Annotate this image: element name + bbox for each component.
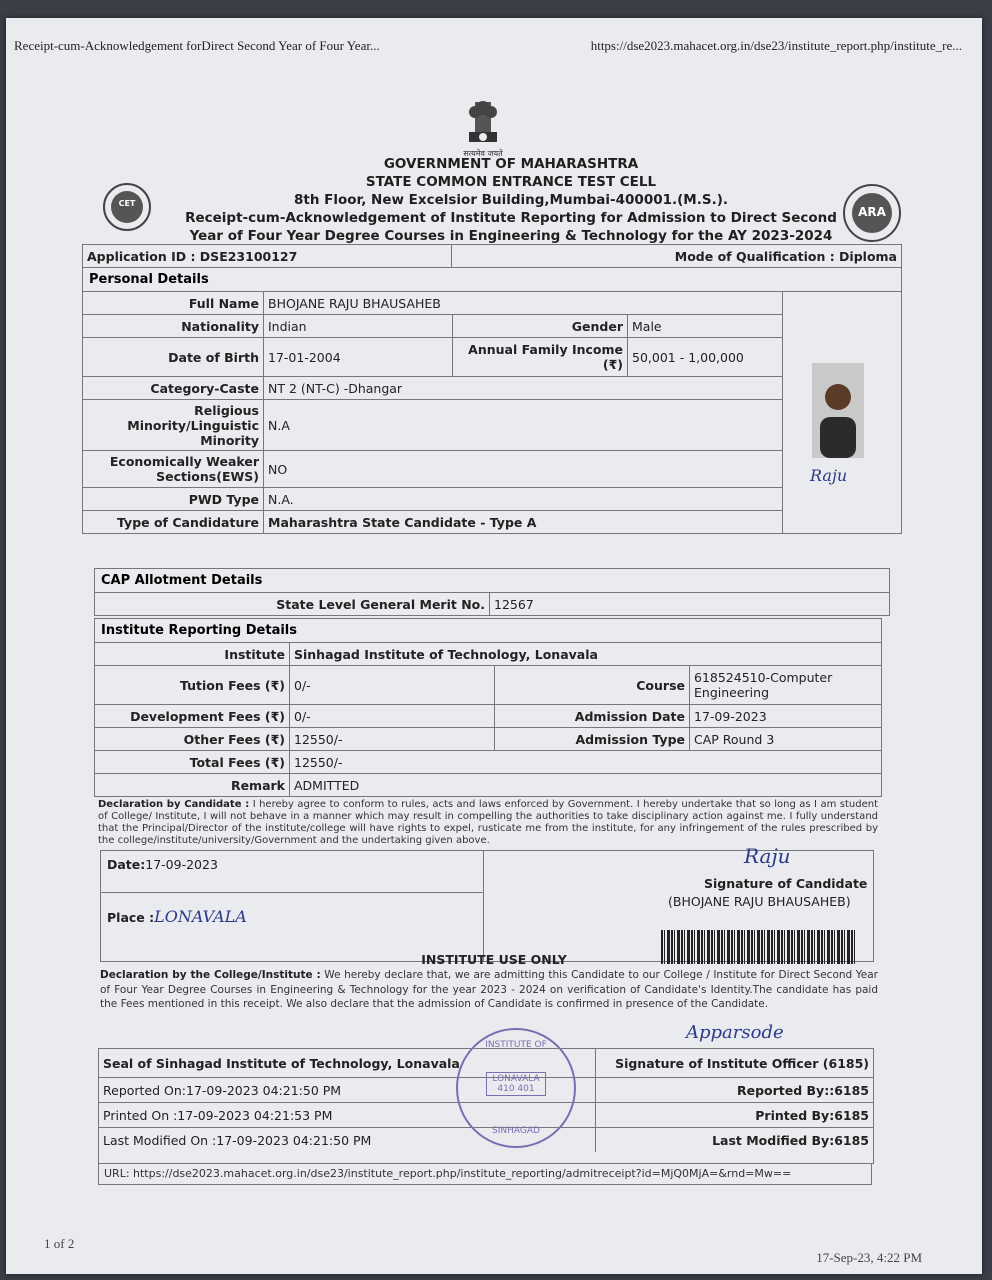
personal-fields bbox=[83, 292, 783, 533]
institute-section-title: Institute Reporting Details bbox=[95, 619, 881, 643]
remark-label: Remark bbox=[95, 774, 290, 796]
tution-label: Tution Fees (₹) bbox=[95, 666, 290, 704]
print-url: https://dse2023.mahacet.org.in/dse23/institute_report.php/institute_re... bbox=[590, 38, 962, 53]
institute-label: Institute bbox=[95, 643, 290, 665]
document-heading bbox=[166, 155, 856, 245]
candidature-label: Type of Candidature bbox=[83, 511, 264, 533]
place-value: LONAVALA bbox=[154, 907, 247, 926]
institute-stamp bbox=[456, 1028, 576, 1148]
institute-table bbox=[94, 618, 882, 797]
document-page bbox=[6, 18, 982, 1274]
heading-line-3: 8th Floor, New Excelsior Building,Mumbai-400001.(M.S.). bbox=[293, 192, 729, 208]
application-id: Application ID : DSE23100127 bbox=[83, 245, 452, 267]
officer-signature: Apparsode bbox=[686, 1022, 784, 1043]
minority-label: Religious Minority/Linguistic Minority bbox=[83, 400, 264, 450]
receipt-url: URL: https://dse2023.mahacet.org.in/dse23/institute_report.php/institute_reporting/admitreceipt?id=MjQ0MjA=&rnd=Mw== bbox=[98, 1163, 872, 1185]
stamp-pin-text: 410 401 bbox=[497, 1084, 535, 1094]
institute-declaration-text: We hereby declare that, we are admitting this Candidate to our College / Institute for Direct Second Year of Four Year Degree Courses in Engineering & Technology for the year 2023 - 2024 on verification of Candidate's Identity.The candidate has paid the Fees mentioned in this receipt. We also declare that the admission of Candidate is confirmed in presence of the Candidate. bbox=[100, 969, 878, 1010]
pwd-value: N.A. bbox=[264, 488, 783, 510]
signature-name: (BHOJANE RAJU BHAUSAHEB) bbox=[668, 894, 851, 909]
dob-value: 17-01-2004 bbox=[264, 338, 453, 376]
modified-by: Last Modified By:6185 bbox=[712, 1132, 869, 1148]
institute-declaration-title: Declaration by the College/Institute : bbox=[100, 969, 321, 981]
candidate-signature: Raju bbox=[744, 844, 791, 868]
other-fees-value: 12550/- bbox=[290, 728, 495, 750]
tution-value: 0/- bbox=[290, 666, 495, 704]
place-label: Place : bbox=[107, 910, 155, 925]
ews-value: NO bbox=[264, 451, 783, 487]
merit-value: 12567 bbox=[494, 596, 534, 612]
dob-label: Date of Birth bbox=[83, 338, 264, 376]
heading-line-4: Receipt-cum-Acknowledgement of Institute Reporting for Admission to Direct Second bbox=[185, 210, 837, 226]
candidate-photo bbox=[812, 363, 864, 458]
income-value: 50,001 - 1,00,000 bbox=[628, 338, 783, 376]
page-number: 1 of 2 bbox=[44, 1236, 75, 1251]
development-label: Development Fees (₹) bbox=[95, 705, 290, 727]
date-label: Date: bbox=[107, 857, 146, 872]
ews-label: Economically Weaker Sections(EWS) bbox=[83, 451, 264, 487]
heading-line-2: STATE COMMON ENTRANCE TEST CELL bbox=[365, 174, 657, 190]
course-label: Course bbox=[495, 666, 690, 704]
other-fees-label: Other Fees (₹) bbox=[95, 728, 290, 750]
nationality-label: Nationality bbox=[83, 315, 264, 337]
seal-label: Seal of Sinhagad Institute of Technology, Lonavala bbox=[99, 1049, 596, 1077]
income-label: Annual Family Income (₹) bbox=[453, 338, 628, 376]
stamp-mid-text: LONAVALA bbox=[492, 1074, 540, 1084]
candidate-declaration bbox=[98, 799, 878, 847]
stamp-bottom-text: SINHAGAD bbox=[492, 1126, 540, 1136]
print-title: Receipt-cum-Acknowledgement forDirect Second Year of Four Year... bbox=[14, 38, 380, 53]
category-label: Category-Caste bbox=[83, 377, 264, 399]
personal-details-table bbox=[82, 244, 902, 534]
candidate-declaration-title: Declaration by Candidate : bbox=[98, 799, 250, 810]
candidate-declaration-text: I hereby agree to conform to rules, acts and laws enforced by Government. I hereby undertake that so long as I am student of College/ Institute, I will not behave in a manner which may result in compelling the authorities to take disciplinary action against me. I fully understand that the Principal/Director of the institute/college will have rights to expel, rusticate me from the institute, for any infringement of the rules prescribed by the college/institute/university/Government and the undertaking given above. bbox=[98, 799, 878, 846]
admission-type-label: Admission Type bbox=[495, 728, 690, 750]
remark-value: ADMITTED bbox=[294, 777, 360, 793]
print-header bbox=[14, 38, 962, 54]
full-name-value: BHOJANE RAJU BHAUSAHEB bbox=[264, 292, 783, 314]
nationality-value: Indian bbox=[264, 315, 453, 337]
application-row bbox=[83, 245, 901, 268]
admission-type-value: CAP Round 3 bbox=[694, 731, 775, 747]
full-name-label: Full Name bbox=[83, 292, 264, 314]
cap-table bbox=[94, 568, 890, 616]
print-datetime: 17-Sep-23, 4:22 PM bbox=[816, 1250, 922, 1265]
admission-date-value: 17-09-2023 bbox=[694, 708, 767, 724]
course-value: 618524510-Computer Engineering bbox=[694, 670, 833, 700]
institute-use-title: INSTITUTE USE ONLY bbox=[421, 952, 567, 967]
photo-signature: Raju bbox=[810, 466, 848, 485]
modified-on: Last Modified On :17-09-2023 04:21:50 PM bbox=[99, 1128, 596, 1152]
heading-line-1: GOVERNMENT OF MAHARASHTRA bbox=[383, 156, 639, 172]
gender-value: Male bbox=[628, 315, 783, 337]
personal-section-title: Personal Details bbox=[83, 268, 901, 292]
printed-on: Printed On :17-09-2023 04:21:53 PM bbox=[99, 1103, 596, 1127]
institute-declaration bbox=[100, 968, 878, 1012]
reported-on: Reported On:17-09-2023 04:21:50 PM bbox=[99, 1078, 596, 1102]
signature-label: Signature of Candidate bbox=[704, 876, 868, 891]
mode-of-qualification: Mode of Qualification : Diploma bbox=[674, 248, 897, 264]
total-fees-label: Total Fees (₹) bbox=[95, 751, 290, 773]
minority-value: N.A bbox=[264, 400, 783, 450]
pwd-label: PWD Type bbox=[83, 488, 264, 510]
reported-by: Reported By::6185 bbox=[736, 1082, 869, 1098]
date-value: 17-09-2023 bbox=[145, 857, 218, 872]
cap-section-title: CAP Allotment Details bbox=[95, 569, 889, 593]
development-value: 0/- bbox=[290, 705, 495, 727]
gender-label: Gender bbox=[453, 315, 628, 337]
admission-date-label: Admission Date bbox=[495, 705, 690, 727]
ara-logo-text: ARA bbox=[858, 205, 886, 219]
cet-logo-text: CET bbox=[118, 199, 136, 208]
candidature-value: Maharashtra State Candidate - Type A bbox=[264, 511, 783, 533]
printed-by: Printed By:6185 bbox=[755, 1107, 869, 1123]
institute-value: Sinhagad Institute of Technology, Lonavala bbox=[294, 646, 598, 662]
total-fees-value: 12550/- bbox=[294, 754, 343, 770]
heading-line-5: Year of Four Year Degree Courses in Engineering & Technology for the AY 2023-2024 bbox=[189, 228, 833, 244]
stamp-top-text: INSTITUTE OF bbox=[485, 1040, 547, 1050]
stamp-place bbox=[486, 1072, 546, 1096]
merit-label: State Level General Merit No. bbox=[95, 593, 490, 615]
officer-label: Signature of Institute Officer (6185) bbox=[615, 1055, 869, 1071]
category-value: NT 2 (NT-C) -Dhangar bbox=[264, 377, 783, 399]
emblem-motto: सत्यमेव जयते bbox=[463, 149, 503, 158]
